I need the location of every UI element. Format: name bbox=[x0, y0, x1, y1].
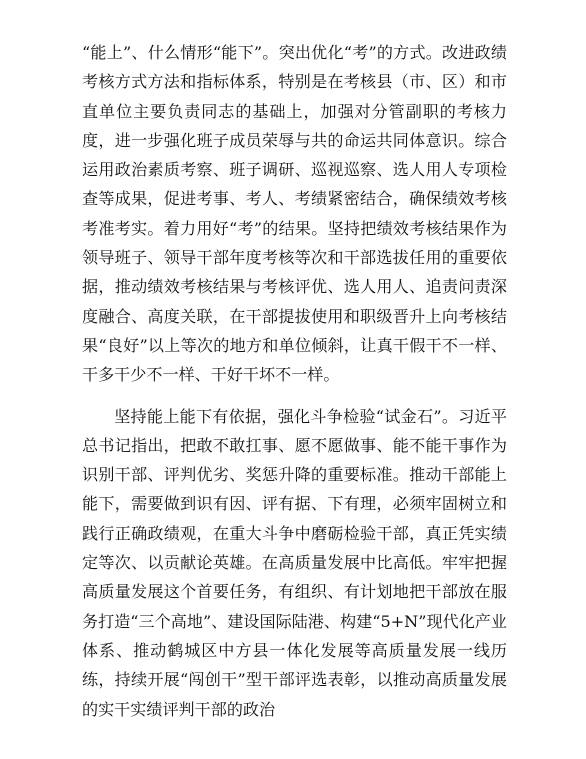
body-paragraph-1: “能上”、什么情形“能下”。突出优化“考”的方式。改进政绩考核方式方法和指标体系，特别是在考核县（市、区）和市直单位主要负责同志的基础上，加强对分管副职的考核力度，进一步强化班子成员荣辱与共的命运共同体意识。综合运用政治素质考察、班子调研、巡视巡察、选人用人专项检查等成果，促进考事、考人、考绩紧密结合，确保绩效考核考准考实。着力用好“考”的结果。坚持把绩效考核结果作为领导班子、领导干部年度考核等次和干部选拔任用的重要依据，推动绩效考核结果与考核评优、选人用人、追责问责深度融合、高度关联，在干部提拔使用和职级晋升上向考核结果“良好”以上等次的地方和单位倾斜，让真干假干不一样、干多干少不一样、干好干坏不一样。 bbox=[82, 43, 507, 385]
body-paragraph-2: 坚持能上能下有依据，强化斗争检验“试金石”。习近平总书记指出，把敢不敢扛事、愿不愿做事、能不能干事作为识别干部、评判优劣、奖惩升降的重要标准。推动干部能上能下，需要做到识有因、评有据、下有理，必须牢固树立和践行正确政绩观，在重大斗争中磨砺检验干部，真正凭实绩定等次、以贡献论英雄。在高质量发展中比高低。牢牢把握高质量发展这个首要任务，有组织、有计划地把干部放在服务打造“三个高地”、建设国际陆港、构建“5+N”现代化产业体系、推动鹤城区中方县一体化发展等高质量发展一线历练，持续开展“闯创干”型干部评选表彰，以推动高质量发展的实干实绩评判干部的政治 bbox=[82, 406, 507, 719]
